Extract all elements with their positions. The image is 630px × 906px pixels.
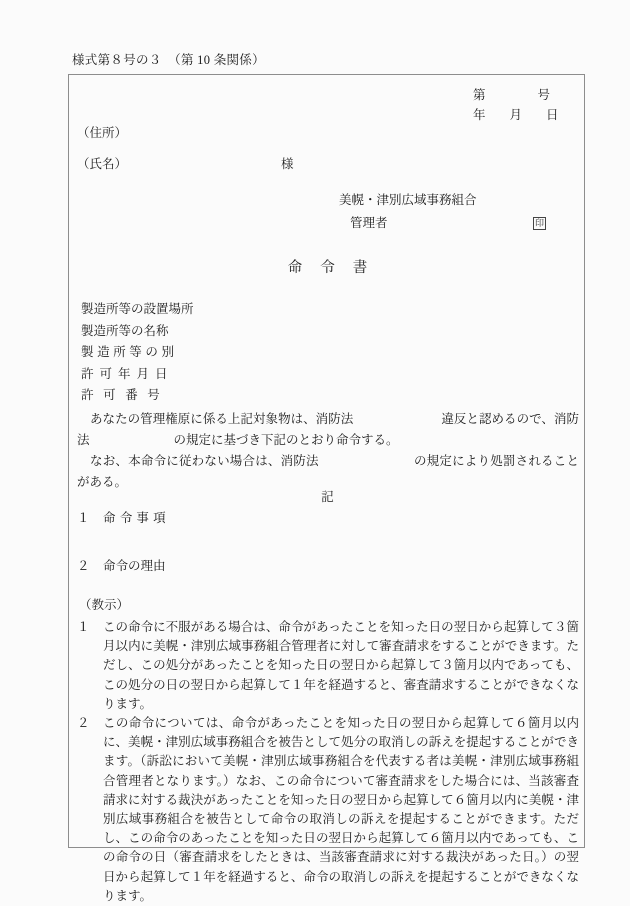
body-text-block [77,409,579,493]
document-inner [69,75,586,903]
addressee-name-label: （氏名） [77,157,128,171]
notice-text-appeal-request: この命令に不服がある場合は、命令があったことを知った日の翌日から起算して３箇月以内に美幌・津別広域事務組合管理者に対して審査請求をすることができます。ただし、この処分があったことを知った日の翌日から起算して３箇月以内であっても、この処分の日の翌日から起算して１年を経過すると、審査請求することができなくなります。 [103,620,579,711]
notice-list [77,618,579,906]
document-number-suffix: 号 [537,88,551,102]
order-section-1 [77,512,170,525]
seal-stamp-icon: 印 [534,218,544,228]
date-year-label: 年 [473,108,486,122]
notice-number-1: １ [77,620,90,634]
field-row [81,346,381,368]
body-p1-part-a: あなたの管理権原に係る上記対象物は、消防法 [90,412,354,426]
body-p2-part-b: の規定により処罰されることがある。 [77,454,579,489]
notice-text-lawsuit-revocation: この命令については、命令があったことを知った日の翌日から起算して６箇月以内に、美幌・津別広域事務組合を被告として処分の取消しの訴えを提起することができます。（訴訟において美幌・津別広域事務組合を代表する者は美幌・津別広域事務組合管理者となります。）なお、この命令について審査請求をした場合には、当該審査請求に対する裁決があったことを知った日の翌日から起算して６箇月以内に美幌・津別広域事務組合を被告として命令の取消しの訴えを提起することができます。ただし、この命令のあったことを知った日の翌日から起算して６箇月以内であっても、この命令の日（審査請求をしたときは、当該審査請求に対する裁決があった日。）の翌日から起算して１年を経過すると、命令の取消しの訴えを提起することができなくなります。 [103,716,579,903]
ki-section-marker: 記 [321,490,334,504]
field-row [81,325,381,347]
field-label-permit-number: 許可番号 [81,388,170,402]
notice-item [77,618,579,714]
field-row [81,389,381,411]
field-row [81,303,381,325]
body-paragraph-1 [77,409,579,451]
notice-heading: （教示） [79,598,130,612]
addressee-honorific: 様 [281,157,294,171]
form-number-caption: 様式第８号の３ （第 10 条関係） [72,53,265,67]
body-paragraph-2 [77,451,579,493]
body-p1-part-c: の規定に基づき下記のとおり命令する。 [173,433,399,447]
facility-field-list [81,303,381,411]
addressee-address-label: （住所） [77,126,128,140]
document-frame [68,74,585,903]
document-date-line [473,109,583,122]
field-label-permit-date: 許可年月日 [81,366,174,381]
body-p2-part-a: なお、本命令に従わない場合は、消防法 [90,454,319,468]
field-row [81,368,381,390]
document-number-prefix: 第 [473,88,486,102]
notice-item [77,714,579,906]
order-number-1: １ [77,511,90,525]
document-number-line [473,89,573,102]
date-day-label: 日 [546,108,559,122]
page-title: 命令書 [287,260,386,276]
date-month-label: 月 [509,108,523,122]
order-number-2: ２ [77,559,90,573]
order-label-command-reason: 命令の理由 [103,559,166,573]
field-label-facility-name: 製造所等の名称 [81,323,169,338]
field-label-installation-place: 製造所等の設置場所 [81,302,194,316]
issuer-role: 管理者 [350,216,388,230]
notice-number-2: ２ [77,716,90,731]
field-label-facility-type: 製造所等の別 [81,345,178,359]
order-section-2 [77,560,166,573]
body-p1-part-b: 違反と認めるので、消防法 [77,412,579,447]
order-label-command-matters: 命令事項 [103,511,170,525]
issuer-organization: 美幌・津別広域事務組合 [339,193,477,207]
